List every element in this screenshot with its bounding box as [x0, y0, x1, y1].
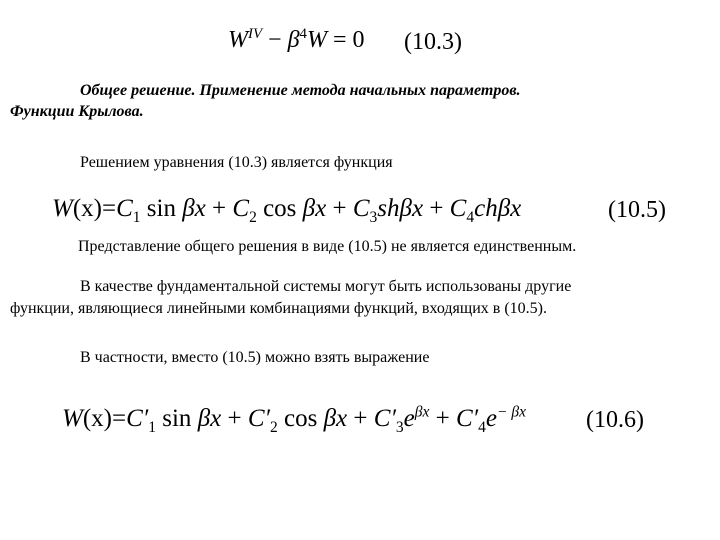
- equation-10-5: $W(x)=C_1$ $\sin \beta x + C_2$ $\cos \beta x + C_3sh\beta x + C_4ch\beta x$: [52, 195, 522, 226]
- section-heading-line1: Общее решение. Применение метода начальных параметров.: [80, 82, 521, 99]
- paragraph-solution-intro: Решением уравнения (10.3) является функция: [80, 154, 393, 171]
- section-heading-line2: Функции Крылова.: [10, 103, 144, 120]
- paragraph-not-unique: Представление общего решения в виде (10.5) не является единственным.: [78, 238, 577, 255]
- equation-number-10-5: (10.5): [608, 197, 666, 223]
- equation-number-10-3: (10.3): [404, 29, 462, 55]
- paragraph-alternative: В частности, вместо (10.5) можно взять выражение: [80, 349, 430, 366]
- equation-10-3: $W^{IV} - \beta^4W = 0$: [228, 26, 365, 53]
- equation-10-6: $W(x)=C'_1$ $\sin \beta x + C'_2$ $\cos \beta x + C'_3e^{\beta x} + C'_4e^{- \beta x}$: [62, 403, 526, 436]
- paragraph-fundamental-system-line1: В качестве фундаментальной системы могут быть использованы другие: [80, 278, 572, 295]
- equation-number-10-6: (10.6): [586, 407, 644, 433]
- paragraph-fundamental-system-line2: функции, являющиеся линейными комбинациями функций, входящих в (10.5).: [10, 300, 547, 317]
